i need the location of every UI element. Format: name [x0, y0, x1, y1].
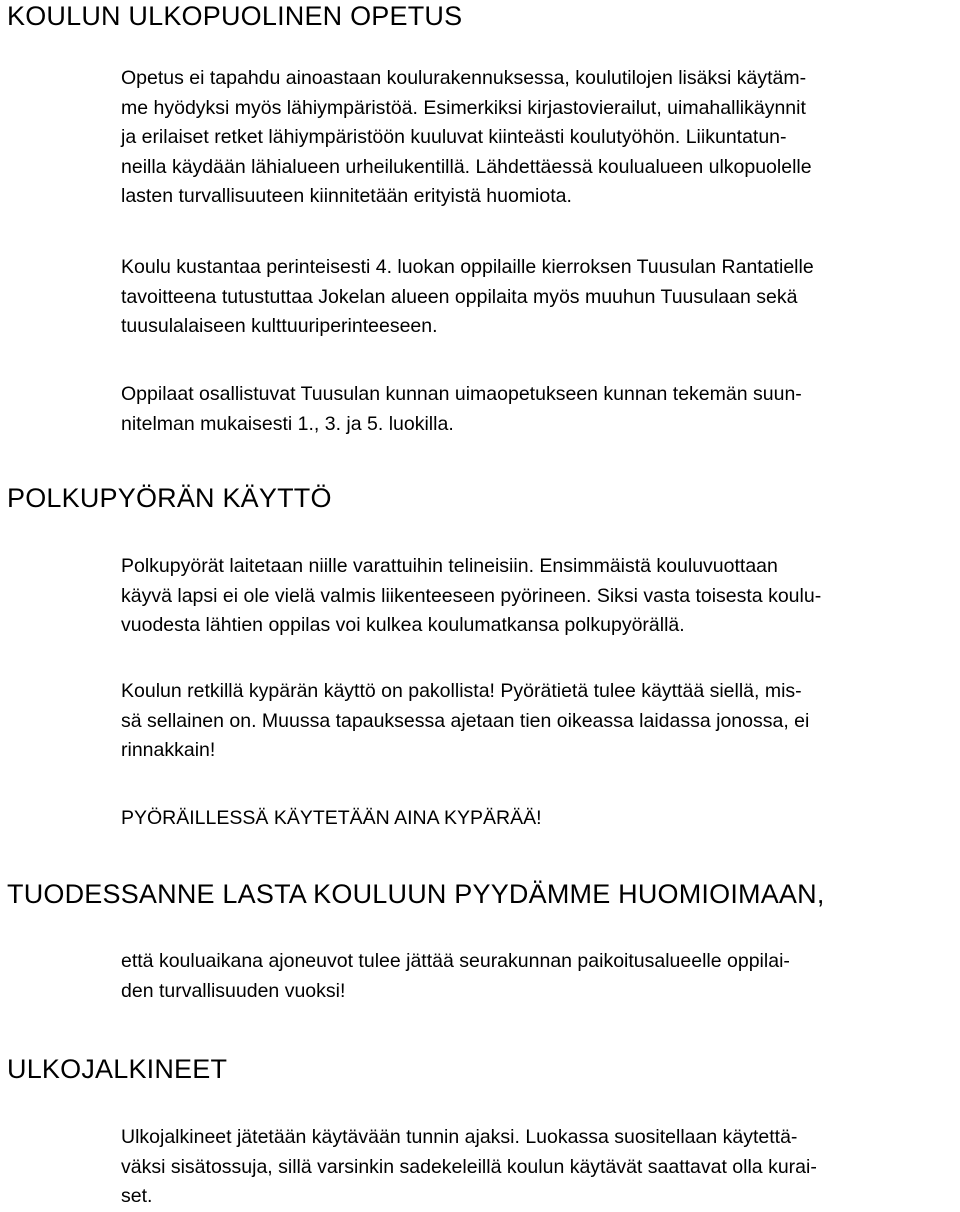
text-line: Polkupyörät laitetaan niille varattuihin telineisiin. Ensimmäistä kouluvuottaan — [121, 555, 778, 577]
text-line: vuodesta lähtien oppilas voi kulkea koulumatkansa polkupyörällä. — [121, 614, 685, 636]
text-line: me hyödyksi myös lähiympäristöä. Esimerkiksi kirjastovierailut, uimahallikäynnit — [121, 96, 806, 119]
paragraph-polkupyora-2 — [121, 677, 957, 766]
paragraph-ulkopuolinen-opetus-3 — [121, 380, 957, 439]
text-line: että kouluaikana ajoneuvot tulee jättää seurakunnan paikoitusalueelle oppilai- — [121, 950, 790, 972]
text-line: set. — [121, 1185, 153, 1207]
text-line: tuusulalaiseen kulttuuriperinteeseen. — [121, 315, 438, 337]
paragraph-ulkopuolinen-opetus-1 — [121, 64, 957, 212]
paragraph-polkupyora-1 — [121, 552, 957, 641]
paragraph-polkupyora-kypara — [121, 804, 957, 834]
section-heading-tuodessanne-lasta: TUODESSANNE LASTA KOULUUN PYYDÄMME HUOMIOIMAAN, — [7, 879, 825, 909]
paragraph-tuodessanne-lasta — [121, 947, 957, 1006]
text-line: PYÖRÄILLESSÄ KÄYTETÄÄN AINA KYPÄRÄÄ! — [121, 807, 542, 829]
text-line: neilla käydään lähialueen urheilukentillä. Lähdettäessä koulualueen ulkopuolelle — [121, 155, 812, 178]
paragraph-ulkopuolinen-opetus-2 — [121, 253, 957, 342]
text-line: ja erilaiset retket lähiympäristöön kuuluvat kiinteästi koulutyöhön. Liikuntatun- — [121, 126, 787, 148]
text-line: Oppilaat osallistuvat Tuusulan kunnan uimaopetukseen kunnan tekemän suun- — [121, 383, 802, 405]
text-line: rinnakkain! — [121, 739, 216, 761]
text-line: den turvallisuuden vuoksi! — [121, 979, 346, 1002]
text-line: Koulu kustantaa perinteisesti 4. luokan oppilaille kierroksen Tuusulan Rantatielle — [121, 256, 814, 278]
text-line: käyvä lapsi ei ole vielä valmis liikenteeseen pyörineen. Siksi vasta toisesta koulu- — [121, 584, 822, 607]
text-line: väksi sisätossuja, sillä varsinkin sadekeleillä koulun käytävät saattavat olla kurai- — [121, 1155, 817, 1178]
paragraph-ulkojalkineet — [121, 1123, 957, 1212]
text-line: sä sellainen on. Muussa tapauksessa ajetaan tien oikeassa laidassa jonossa, ei — [121, 709, 810, 732]
text-line: tavoitteena tutustuttaa Jokelan alueen oppilaita myös muuhun Tuusulaan sekä — [121, 285, 798, 308]
text-line: Ulkojalkineet jätetään käytävään tunnin ajaksi. Luokassa suositellaan käytettä- — [121, 1126, 798, 1148]
section-heading-polkupyoran-kaytto: POLKUPYÖRÄN KÄYTTÖ — [7, 483, 332, 513]
section-heading-koulun-ulkopuolinen-opetus: KOULUN ULKOPUOLINEN OPETUS — [7, 1, 463, 31]
section-heading-ulkojalkineet: ULKOJALKINEET — [7, 1054, 228, 1084]
text-line: lasten turvallisuuteen kiinnitetään erityistä huomiota. — [121, 185, 572, 207]
text-line: nitelman mukaisesti 1., 3. ja 5. luokilla. — [121, 412, 454, 435]
text-line: Koulun retkillä kypärän käyttö on pakollista! Pyörätietä tulee käyttää siellä, mis- — [121, 680, 802, 702]
text-line: Opetus ei tapahdu ainoastaan koulurakennuksessa, koulutilojen lisäksi käytäm- — [121, 67, 807, 89]
